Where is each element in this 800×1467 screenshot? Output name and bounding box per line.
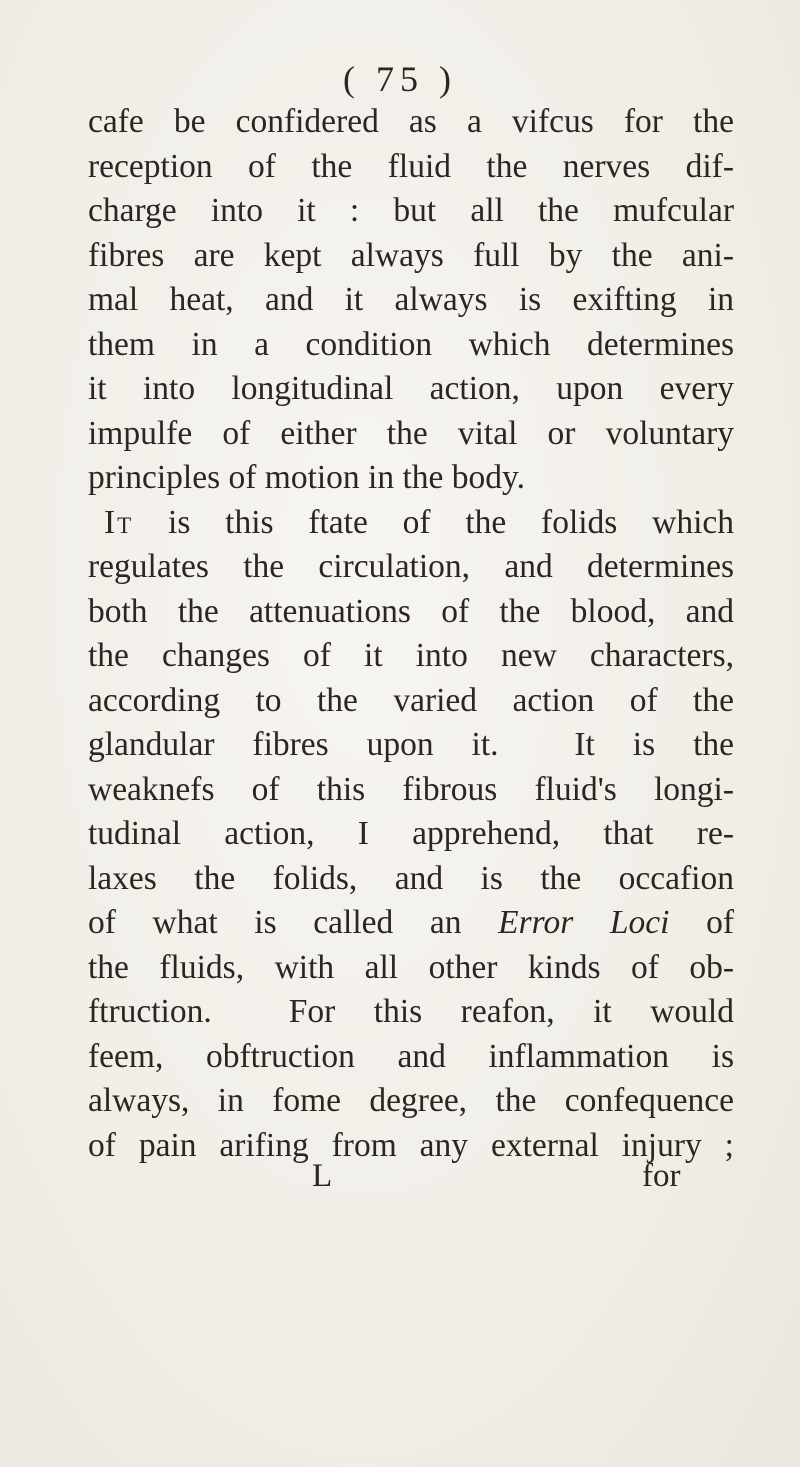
text-segment: feem, obftruction and inflammation is bbox=[88, 1037, 734, 1075]
text-line bbox=[88, 857, 734, 902]
page-number: ( 75 ) bbox=[343, 59, 457, 99]
text-segment: cafe be confidered as a vifcus for the bbox=[88, 103, 734, 140]
text-segment: impulfe of either the vital or voluntary bbox=[88, 414, 734, 452]
text-segment: mal heat, and it always is exifting in bbox=[88, 281, 734, 318]
text-segment: tudinal action, I apprehend, that re- bbox=[88, 815, 734, 852]
text-line bbox=[88, 412, 734, 457]
text-line bbox=[88, 100, 734, 145]
text-line bbox=[88, 946, 734, 991]
text-line bbox=[88, 990, 734, 1035]
text-segment: laxes the folids, and is the occafion bbox=[88, 859, 734, 897]
text-segment: according to the varied action of the bbox=[88, 681, 734, 719]
text-line bbox=[88, 323, 734, 368]
text-line bbox=[88, 545, 734, 590]
text-line bbox=[88, 590, 734, 635]
text-segment: always, in fome degree, the confequence bbox=[88, 1082, 734, 1119]
text-segment: glandular fibres upon it. It is the bbox=[88, 726, 734, 763]
text-segment: ftruction. For this reafon, it would bbox=[88, 993, 734, 1030]
italic-phrase: Error Loci bbox=[498, 904, 670, 941]
text-segment: charge into it : but all the mufcular bbox=[88, 192, 734, 229]
signature-mark: L bbox=[312, 1158, 333, 1194]
smallcaps-word: It bbox=[104, 503, 134, 541]
text-line bbox=[88, 456, 734, 501]
text-segment: the changes of it into new characters, bbox=[88, 637, 734, 674]
text-segment: it into longitudinal action, upon every bbox=[88, 370, 734, 407]
text-line bbox=[88, 901, 734, 946]
text-line bbox=[88, 501, 734, 546]
text-segment: of bbox=[669, 904, 734, 941]
text-line bbox=[88, 189, 734, 234]
text-line bbox=[88, 812, 734, 857]
text-line bbox=[88, 1079, 734, 1124]
text-line bbox=[88, 367, 734, 412]
text-segment: regulates the circulation, and determines bbox=[88, 548, 734, 585]
text-segment: weaknefs of this fibrous fluid's longi- bbox=[88, 770, 734, 808]
catchword: for bbox=[642, 1158, 681, 1194]
text-segment: both the attenuations of the blood, and bbox=[88, 592, 734, 630]
text-segment: reception of the fluid the nerves dif- bbox=[88, 147, 734, 185]
text-line bbox=[88, 723, 734, 768]
text-line bbox=[88, 768, 734, 813]
text-line bbox=[88, 634, 734, 679]
page-footer bbox=[0, 1158, 800, 1202]
text-line bbox=[88, 679, 734, 724]
body-text bbox=[88, 100, 734, 1168]
text-segment: principles of motion in the body. bbox=[88, 459, 525, 496]
text-segment: fibres are kept always full by the ani- bbox=[88, 236, 734, 274]
text-segment: of what is called an bbox=[88, 904, 499, 941]
text-line bbox=[88, 234, 734, 279]
text-line bbox=[88, 1035, 734, 1080]
text-line bbox=[88, 278, 734, 323]
text-segment: of pain arifing from any external injury ; bbox=[88, 1126, 734, 1164]
text-segment: is this ftate of the folids which bbox=[133, 503, 734, 541]
text-segment: the fluids, with all other kinds of ob- bbox=[88, 948, 734, 986]
text-line bbox=[88, 145, 734, 190]
text-segment: them in a condition which determines bbox=[88, 325, 734, 363]
